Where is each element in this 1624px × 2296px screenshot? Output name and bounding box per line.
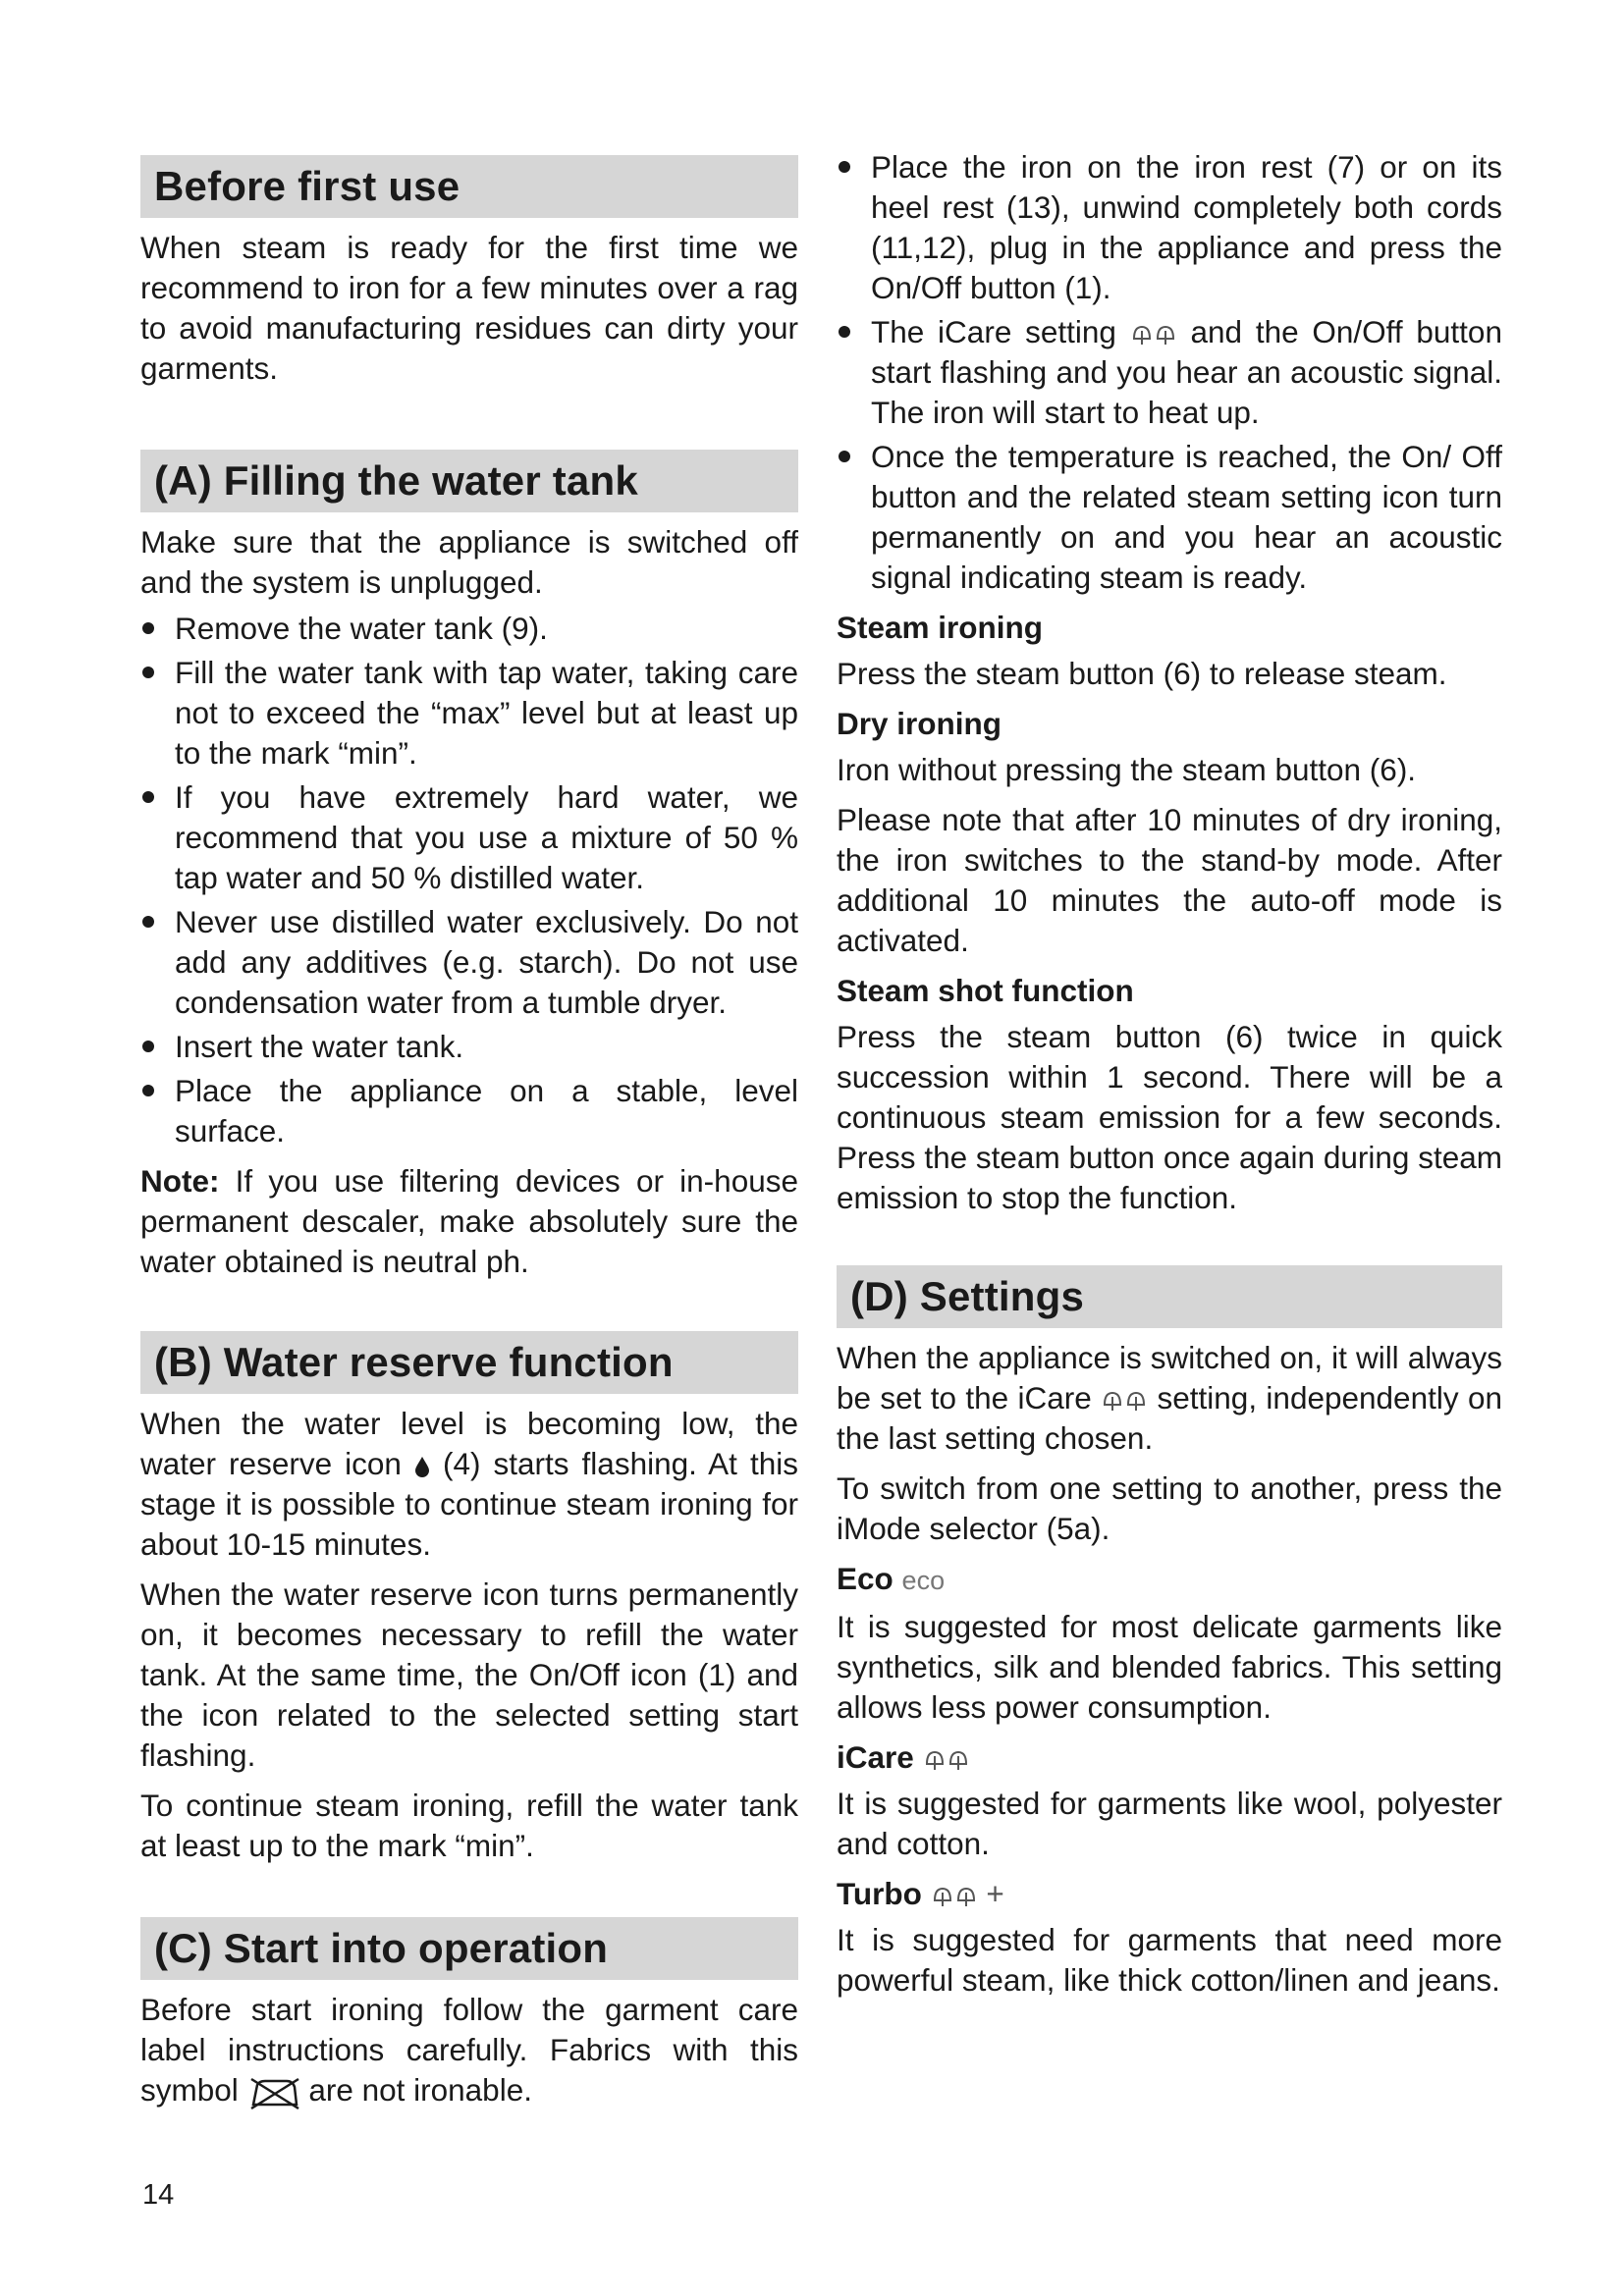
list-item: Place the appliance on a stable, level surface. bbox=[140, 1071, 798, 1151]
paragraph bbox=[140, 1990, 798, 2110]
turbo-steam-icon bbox=[931, 1883, 978, 1910]
section-start-operation bbox=[140, 1917, 798, 2110]
paragraph: Press the steam button (6) to release steam. bbox=[837, 656, 1447, 691]
subheading-icare bbox=[837, 1737, 1502, 1778]
bullet-list bbox=[140, 609, 798, 1151]
list-item bbox=[837, 312, 1502, 433]
text-run: iCare bbox=[837, 1739, 914, 1775]
text-run: Eco bbox=[837, 1561, 893, 1596]
text-run: Turbo bbox=[837, 1876, 922, 1911]
list-item: Remove the water tank (9). bbox=[140, 609, 798, 649]
text-run: The iCare setting bbox=[871, 314, 1116, 349]
no-iron-symbol-icon bbox=[247, 2075, 300, 2110]
section-before-first-use bbox=[140, 155, 798, 389]
paragraph: To continue steam ironing, refill the water tank at least up to the mark “min”. bbox=[140, 1788, 798, 1863]
paragraph: It is suggested for garments like wool, polyester and cotton. bbox=[837, 1786, 1502, 1861]
left-column bbox=[140, 155, 798, 2110]
subheading-steam-ironing: Steam ironing bbox=[837, 610, 1044, 645]
text-run: When the water level is becoming low, the water reserve icon bbox=[140, 1406, 798, 1481]
list-item: Insert the water tank. bbox=[140, 1027, 798, 1067]
water-drop-icon bbox=[414, 1456, 430, 1477]
eco-icon: eco bbox=[901, 1566, 946, 1595]
section-heading: (C) Start into operation bbox=[140, 1917, 798, 1980]
section-heading: (A) Filling the water tank bbox=[140, 450, 798, 512]
paragraph: Please note that after 10 minutes of dry ironing, the iron switches to the stand-by mode. After additional 10 minutes the auto-off mode is activated. bbox=[837, 802, 1502, 958]
icare-steam-icon bbox=[923, 1746, 970, 1774]
list-item: Fill the water tank with tap water, taking care not to exceed the “max” level but at least up to the mark “min”. bbox=[140, 653, 798, 774]
section-heading: Before first use bbox=[140, 155, 798, 218]
paragraph bbox=[837, 1338, 1502, 1459]
paragraph: Make sure that the appliance is switched off and the system is unplugged. bbox=[140, 524, 798, 600]
paragraph: It is suggested for garments that need more powerful steam, like thick cotton/linen and jeans. bbox=[837, 1922, 1502, 1998]
plus-icon: + bbox=[986, 1876, 1004, 1911]
text-run: When the appliance is switched on, it will always be set to the iCare bbox=[837, 1340, 1502, 1415]
section-heading: (B) Water reserve function bbox=[140, 1331, 798, 1394]
text-run: are not ironable. bbox=[308, 2072, 532, 2108]
paragraph: Iron without pressing the steam button (6). bbox=[837, 752, 1417, 787]
list-item: Once the temperature is reached, the On/ Off button and the related steam setting icon turn permanently on and you hear an acoustic signal indicating steam is ready. bbox=[837, 437, 1502, 598]
subheading-turbo bbox=[837, 1874, 1502, 1914]
paragraph: To switch from one setting to another, press the iMode selector (5a). bbox=[837, 1470, 1502, 1546]
section-heading: (D) Settings bbox=[837, 1265, 1502, 1328]
paragraph: Press the steam button (6) twice in quick succession within 1 second. There will be a continuous steam emission for a few seconds. Press the steam button once again during steam emission to stop the function. bbox=[837, 1019, 1502, 1215]
list-item: Place the iron on the iron rest (7) or on its heel rest (13), unwind completely both cords (11,12), plug in the appliance and press the On/Off button (1). bbox=[837, 147, 1502, 308]
icare-steam-icon bbox=[1101, 1387, 1148, 1415]
paragraph: When the water reserve icon turns permanently on, it becomes necessary to refill the water tank. At the same time, the On/Off icon (1) and the icon related to the selected setting start flashing. bbox=[140, 1576, 798, 1773]
subheading-steam-shot: Steam shot function bbox=[837, 973, 1134, 1008]
page-number: 14 bbox=[142, 2179, 175, 2211]
paragraph: When steam is ready for the first time we recommend to iron for a few minutes over a rag to avoid manufacturing residues can dirty your garments. bbox=[140, 230, 798, 386]
section-settings bbox=[837, 1265, 1502, 2001]
section-filling-water-tank bbox=[140, 450, 798, 1282]
note-text: If you use filtering devices or in-house permanent descaler, make absolutely sure the water obtained is neutral ph. bbox=[140, 1163, 798, 1279]
text-run: setting, independently on the last setting chosen. bbox=[837, 1380, 1502, 1456]
paragraph: It is suggested for most delicate garments like synthetics, silk and blended fabrics. This setting allows less power consumption. bbox=[837, 1609, 1502, 1725]
text-run: and the On/Off button start flashing and you hear an acoustic signal. The iron will start to heat up. bbox=[871, 314, 1502, 430]
note-label: Note: bbox=[140, 1163, 220, 1199]
right-column bbox=[837, 147, 1502, 2001]
subheading-eco bbox=[837, 1559, 1502, 1601]
list-item: Never use distilled water exclusively. Do not add any additives (e.g. starch). Do not use condensation water from a tumble dryer. bbox=[140, 902, 798, 1023]
paragraph bbox=[140, 1404, 798, 1565]
section-water-reserve bbox=[140, 1331, 798, 1866]
text-run: (4) starts flashing. At this stage it is possible to continue steam ironing for about 10-15 minutes. bbox=[140, 1446, 798, 1562]
note-paragraph bbox=[140, 1161, 798, 1282]
bullet-list bbox=[837, 147, 1502, 598]
list-item: If you have extremely hard water, we recommend that you use a mixture of 50 % tap water and 50 % distilled water. bbox=[140, 777, 798, 898]
icare-steam-icon bbox=[1130, 321, 1177, 348]
subheading-dry-ironing: Dry ironing bbox=[837, 706, 1002, 741]
text-run: Before start ironing follow the garment care label instructions carefully. Fabrics with this symbol bbox=[140, 1992, 798, 2108]
